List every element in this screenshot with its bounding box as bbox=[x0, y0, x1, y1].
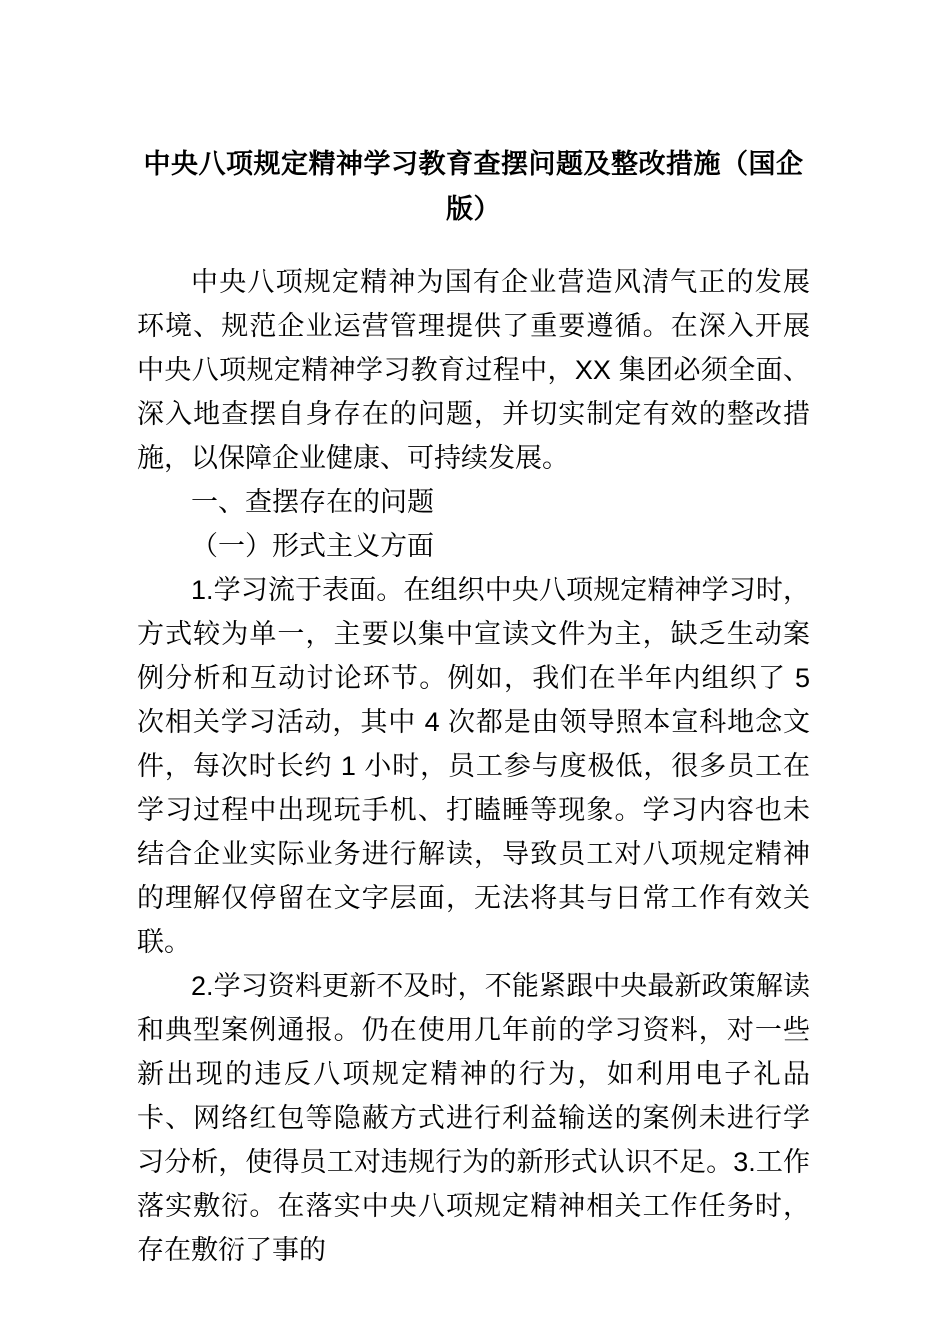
problem-1-paragraph: 1.学习流于表面。在组织中央八项规定精神学习时，方式较为单一，主要以集中宣读文件为主，缺乏生动案例分析和互动讨论环节。例如，我们在半年内组织了 5 次相关学习活动，其中 4 次都是由领导照本宣科地念文件，每次时长约 1 小时，员工参与度极低，很多员工在学习过程中出现玩手机、打瞌睡等现象。学习内容也未结合企业实际业务进行解读，导致员工对八项规定精神的理解仅停留在文字层面，无法将其与日常工作有效关联。 bbox=[137, 575, 810, 957]
problem-2-3-paragraph: 2.学习资料更新不及时，不能紧跟中央最新政策解读和典型案例通报。仍在使用几年前的学习资料，对一些新出现的违反八项规定精神的行为，如利用电子礼品卡、网络红包等隐蔽方式进行利益输送的案例未进行学习分析，使得员工对违规行为的新形式认识不足。3.工作落实敷衍。在落实中央八项规定精神相关工作任务时，存在敷衍了事的 bbox=[137, 971, 810, 1265]
section-1-1-heading: （一）形式主义方面 bbox=[191, 531, 434, 561]
document-title: 中央八项规定精神学习教育查摆问题及整改措施（国企版） bbox=[143, 149, 804, 224]
intro-paragraph: 中央八项规定精神为国有企业营造风清气正的发展环境、规范企业运营管理提供了重要遵循。在深入开展中央八项规定精神学习教育过程中，XX 集团必须全面、深入地查摆自身存在的问题，并切实制定有效的整改措施，以保障企业健康、可持续发展。 bbox=[137, 267, 810, 473]
section-1-heading: 一、查摆存在的问题 bbox=[191, 487, 434, 517]
